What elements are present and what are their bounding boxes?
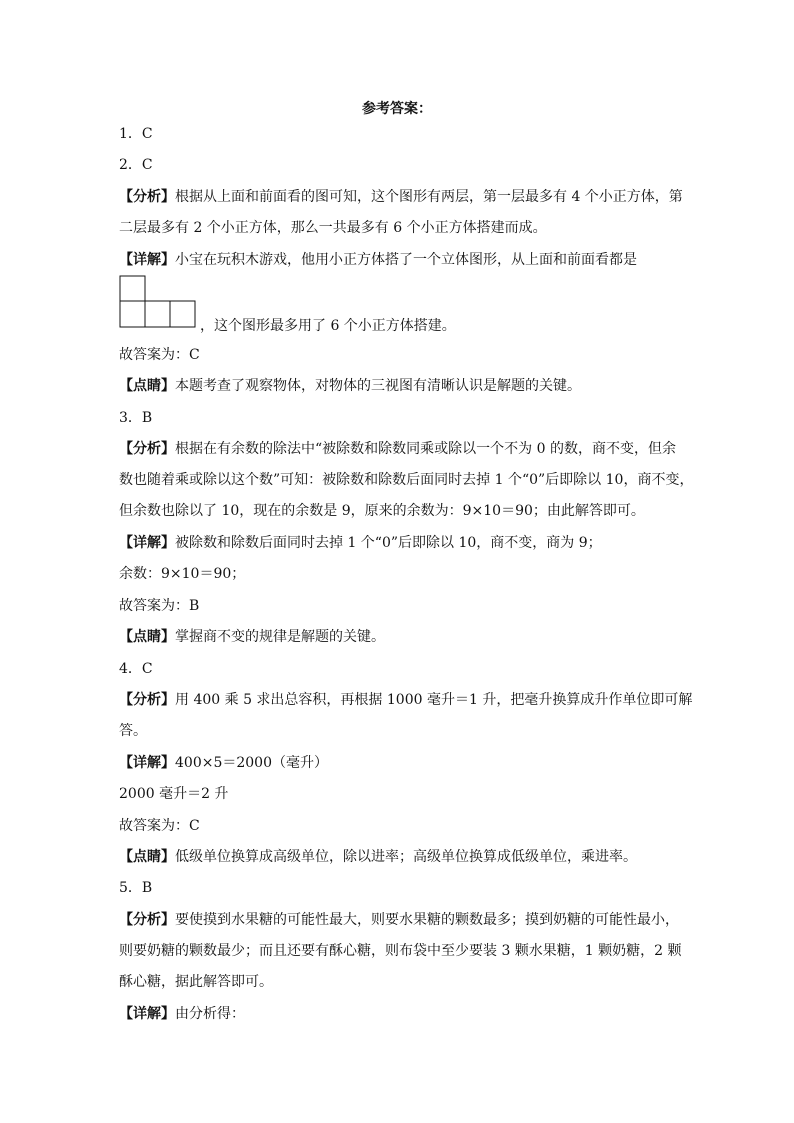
line-text: 1．C (119, 126, 153, 142)
line-text: 二层最多有 2 个小正方体，那么一共最多有 6 个小正方体搭建而成。 (119, 220, 547, 236)
answer-line (119, 721, 147, 741)
line-text: 故答案为：C (119, 818, 200, 834)
answer-line (119, 847, 637, 867)
bottom-square-2 (145, 301, 170, 327)
line-text: 要使摸到水果糖的可能性最大，则要水果糖的颗数最多；摸到奶糖的可能性最小， (175, 912, 679, 928)
answer-line (119, 408, 152, 428)
answer-line (119, 439, 676, 459)
answer-line (119, 1004, 245, 1024)
answer-line (119, 124, 153, 144)
answer-line (119, 376, 581, 396)
answer-line (119, 218, 547, 238)
answer-line (119, 470, 693, 490)
line-text: 用 400 乘 5 求出总容积，再根据 1000 毫升＝1 升，把毫升换算成升作单位即可解 (175, 692, 693, 708)
line-text: 4．C (119, 661, 153, 677)
answer-line (119, 596, 199, 616)
section-tag: 【详解】 (119, 252, 175, 268)
bottom-square-3 (170, 301, 195, 327)
answer-line (119, 659, 153, 679)
line-text: 余数：9×10＝90； (119, 566, 246, 582)
line-text: 5．B (119, 880, 153, 896)
answer-line (119, 187, 683, 207)
section-tag: 【分析】 (119, 441, 175, 457)
answer-line (119, 250, 637, 270)
bottom-square-1 (120, 301, 145, 327)
section-tag: 【分析】 (119, 692, 175, 708)
line-text: 被除数和除数后面同时去掉 1 个“0”后即除以 10，商不变，商为 9； (175, 535, 602, 551)
line-text: 2000 毫升＝2 升 (119, 786, 229, 802)
answer-line (119, 690, 692, 710)
line-text: 由分析得： (175, 1006, 245, 1022)
answer-line (119, 910, 679, 930)
answer-line (119, 941, 682, 961)
line-text: 数也随着乘或除以这个数”可知：被除数和除数后面同时去掉 1 个“0”后即除以 10，商不变， (119, 472, 694, 488)
cube-view-drawing (119, 275, 199, 329)
section-tag: 【分析】 (119, 912, 175, 928)
answer-line (119, 155, 153, 175)
section-tag: 【点睛】 (119, 378, 175, 394)
answer-line (119, 878, 152, 898)
line-text: 本题考查了观察物体，对物体的三视图有清晰认识是解题的关键。 (175, 378, 581, 394)
line-text: 但余数也除以了 10，现在的余数是 9，原来的余数为：9×10＝90；由此解答即可。 (119, 503, 645, 519)
line-text: 掌握商不变的规律是解题的关键。 (175, 629, 385, 645)
line-text: 低级单位换算成高级单位，除以进率；高级单位换算成低级单位，乘进率。 (175, 849, 637, 865)
line-text: 答。 (119, 723, 147, 739)
section-tag: 【详解】 (119, 1006, 175, 1022)
line-text: 酥心糖，据此解答即可。 (119, 974, 273, 990)
line-text: 小宝在玩积木游戏，他用小正方体搭了一个立体图形，从上面和前面看都是 (175, 252, 637, 268)
answer-line (119, 784, 228, 804)
answer-line (119, 816, 200, 836)
section-tag: 【分析】 (119, 189, 175, 205)
answer-line (119, 753, 328, 773)
page-title: 参考答案： (362, 101, 432, 117)
line-text: 故答案为：C (119, 347, 200, 363)
cube-view-figure (119, 275, 199, 329)
line-text: 根据从上面和前面看的图可知，这个图形有两层，第一层最多有 4 个小正方体，第 (175, 189, 683, 205)
section-tag: 【点睛】 (119, 849, 175, 865)
line-text: 2．C (119, 157, 153, 173)
answer-line (119, 345, 200, 365)
line-text: 故答案为：B (119, 598, 200, 614)
answer-line (119, 972, 273, 992)
answer-line (119, 501, 645, 521)
answer-line (119, 627, 385, 647)
line-text: 则要奶糖的颗数最少；而且还要有酥心糖，则布袋中至少要装 3 颗水果糖，1 颗奶糖，2 颗 (119, 943, 682, 959)
top-square (120, 276, 145, 301)
section-tag: 【详解】 (119, 535, 175, 551)
figure-caption: ，这个图形最多用了 6 个小正方体搭建。 (200, 318, 456, 334)
section-tag: 【点睛】 (119, 629, 175, 645)
answer-line (119, 533, 602, 553)
section-tag: 【详解】 (119, 755, 175, 771)
line-text: 400×5＝2000（毫升） (175, 755, 328, 771)
line-text: 根据在有余数的除法中“被除数和除数同乘或除以一个不为 0 的数，商不变，但余 (175, 441, 676, 457)
answer-line (119, 564, 245, 584)
line-text: 3．B (119, 410, 153, 426)
